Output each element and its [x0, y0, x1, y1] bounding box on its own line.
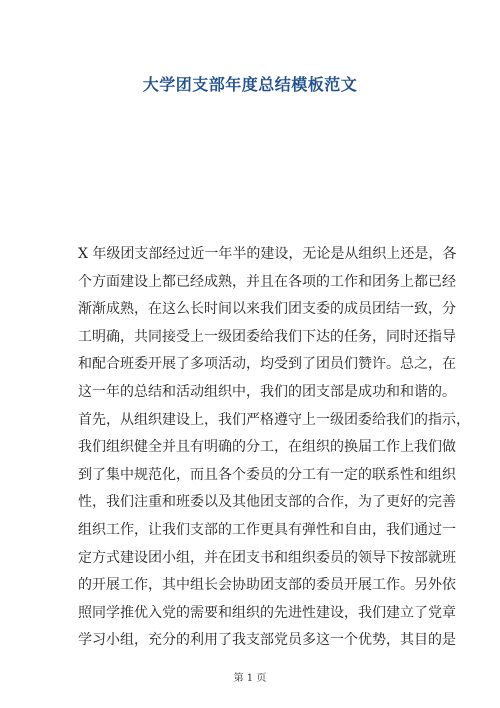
body-line: 个方面建设上都已经成熟，并且在各项的工作和团务上都已经: [78, 273, 456, 290]
document-title: 大学团支部年度总结模板范文: [142, 75, 358, 94]
body-line: 的开展工作，其中组长会协助团支部的委员开展工作。另外依: [78, 577, 456, 594]
document-body: [78, 241, 470, 655]
body-line: 照同学推优入党的需要和组织的先进性建设，我们建立了党章: [78, 604, 456, 621]
body-line: 渐渐成熟，在这么长时间以来我们团支委的成员团结一致，分: [78, 301, 456, 318]
body-line: 定方式建设团小组，并在团支书和组织委员的领导下按部就班: [78, 549, 456, 566]
body-line: 组织工作，让我们支部的工作更具有弹性和自由，我们通过一: [78, 521, 456, 538]
page-number: 第 1 页: [233, 673, 267, 684]
body-line: 到了集中规范化，而且各个委员的分工有一定的联系性和组织: [78, 466, 456, 483]
body-line: 工明确，共同接受上一级团委给我们下达的任务，同时还指导: [78, 328, 456, 345]
body-line: X 年级团支部经过近一年半的建设，无论是从组织上还是，各: [78, 246, 457, 262]
body-line: 这一年的总结和活动组织中，我们的团支部是成功和和谐的。: [78, 383, 456, 400]
body-line: 首先，从组织建设上，我们严格遵守上一级团委给我们的指示，: [78, 411, 470, 428]
body-line: 性，我们注重和班委以及其他团支部的合作，为了更好的完善: [78, 494, 456, 511]
body-line: 学习小组，充分的利用了我支部党员多这一个优势，其目的是: [78, 632, 456, 649]
body-line: 我们组织健全并且有明确的分工，在组织的换届工作上我们做: [78, 439, 456, 456]
body-line: 和配合班委开展了多项活动，均受到了团员们赞许。总之，在: [78, 356, 456, 373]
